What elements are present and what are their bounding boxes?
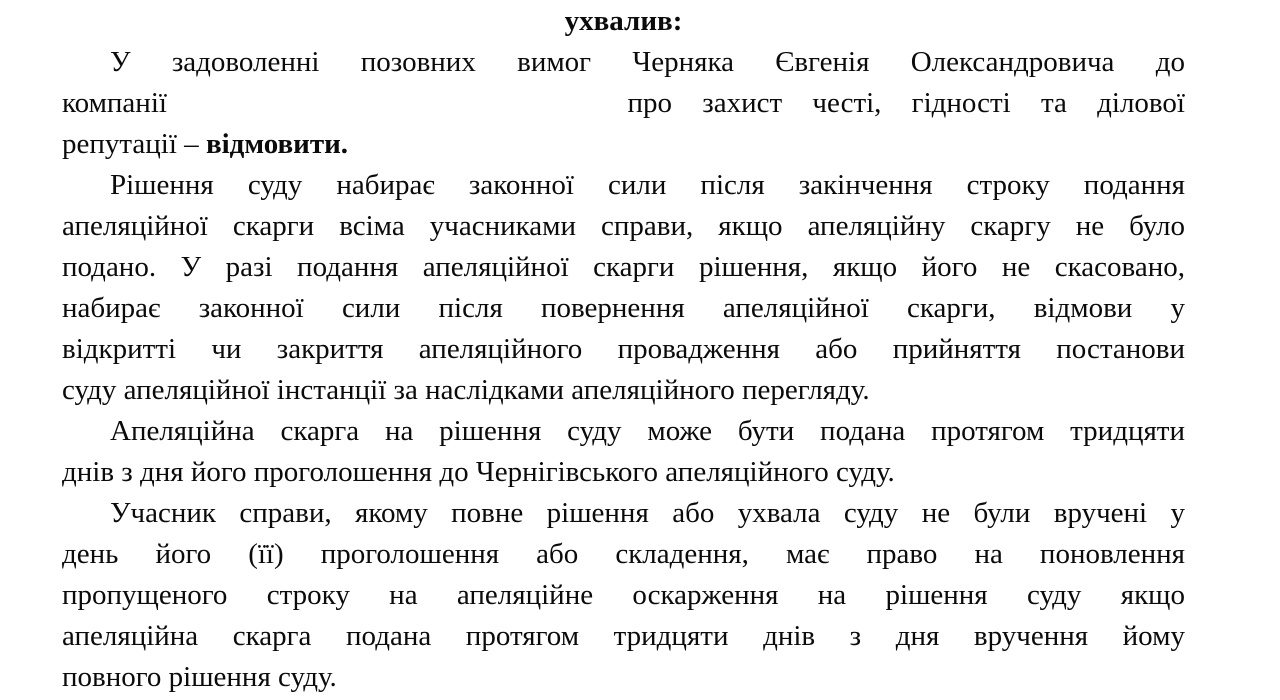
text-line: Учасник справи, якому повне рішення або ухвала суду не були вручені у: [110, 497, 1185, 529]
text-line: апеляційної скарги всіма учасниками справи, якщо апеляційну скаргу не було: [62, 210, 1185, 242]
text-line: Рішення суду набирає законної сили після закінчення строку подання: [110, 169, 1185, 201]
text-line: день його (її) проголошення або складення, має право на поновлення: [62, 538, 1185, 570]
text-line: днів з дня його проголошення до Чернігівського апеляційного суду.: [62, 456, 895, 488]
document-text: [62, 1, 1185, 698]
text-line: подано. У разі подання апеляційної скарги рішення, якщо його не скасовано,: [62, 251, 1185, 283]
text-line: Апеляційна скарга на рішення суду може бути подана протягом тридцяти: [110, 415, 1185, 447]
text-line: повного рішення суду.: [62, 661, 337, 693]
bold-text: відмовити.: [205, 128, 349, 160]
text-line: пропущеного строку на апеляційне оскарження на рішення суду якщо: [62, 579, 1185, 611]
text-line: репутації – відмовити.: [62, 128, 349, 160]
text-line: компанії про захист честі, гідності та ділової: [62, 87, 1185, 119]
text-line: апеляційна скарга подана протягом тридцяти днів з дня вручення йому: [62, 620, 1185, 652]
text-line: суду апеляційної інстанції за наслідками апеляційного перегляду.: [62, 374, 870, 406]
redacted-blank-space: [197, 111, 597, 112]
bold-text: ухвалив:: [564, 5, 683, 37]
text-line: набирає законної сили після повернення апеляційної скарги, відмови у: [62, 292, 1185, 324]
text-line: У задоволенні позовних вимог Черняка Євгенія Олександровича до: [110, 46, 1185, 78]
text-line: відкритті чи закриття апеляційного провадження або прийняття постанови: [62, 333, 1185, 365]
document-heading: [62, 1, 1185, 42]
